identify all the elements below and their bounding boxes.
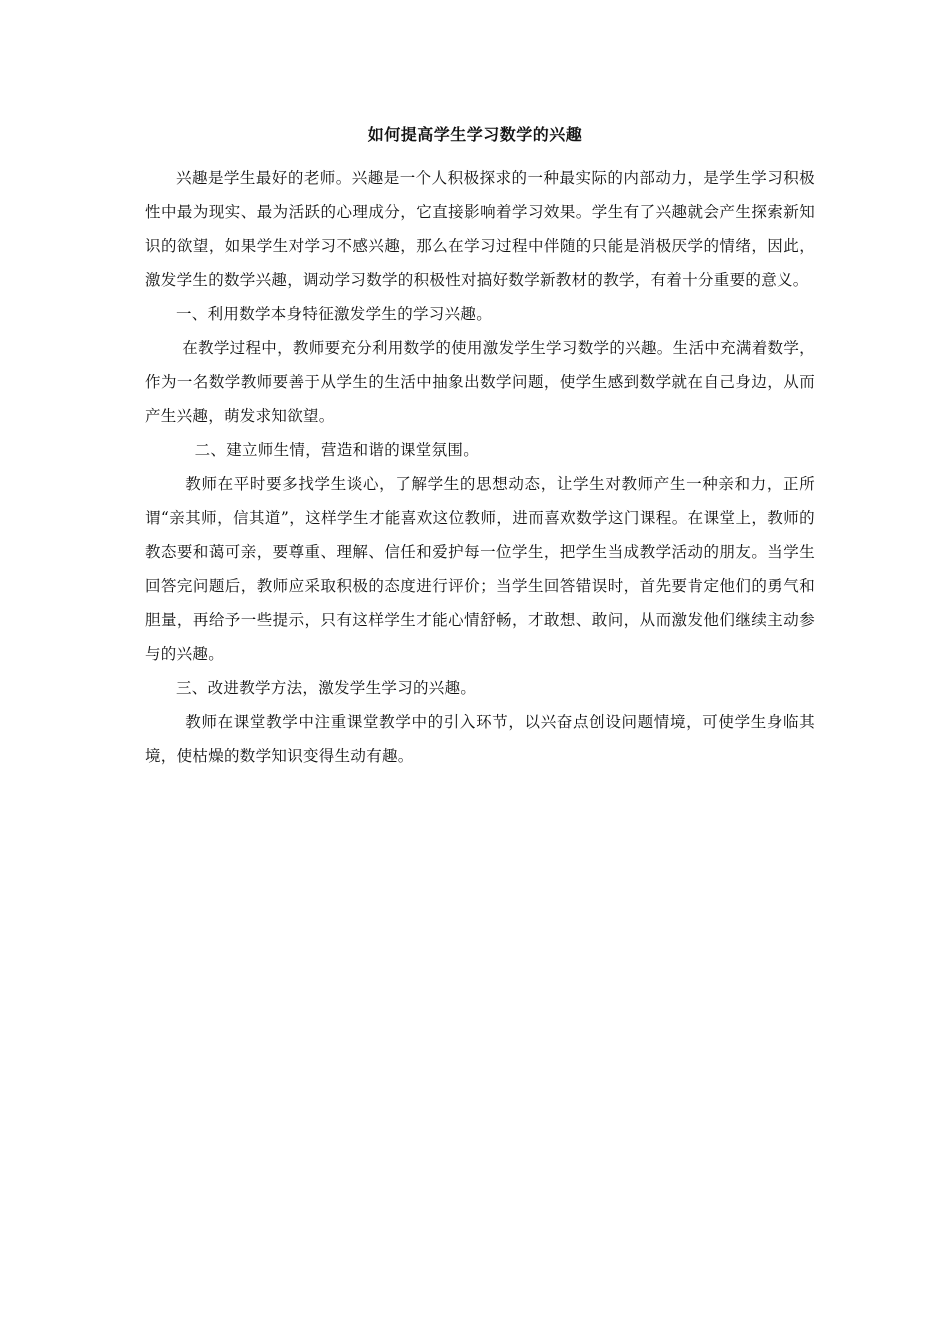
paragraph-section-3: 教师在课堂教学中注重课堂教学中的引入环节，以兴奋点创设问题情境，可使学生身临其境，使枯燥的数学知识变得生动有趣。 <box>145 713 815 765</box>
paragraph-section-1: 在教学过程中，教师要充分利用数学的使用激发学生学习数学的兴趣。生活中充满着数学，作为一名数学教师要善于从学生的生活中抽象出数学问题，使学生感到数学就在自己身边，从而产生兴趣，萌发求知欲望。 <box>145 339 815 425</box>
document-title: 如何提高学生学习数学的兴趣 <box>367 125 583 144</box>
paragraph-intro: 兴趣是学生最好的老师。兴趣是一个人积极探求的一种最实际的内部动力，是学生学习积极性中最为现实、最为活跃的心理成分，它直接影响着学习效果。学生有了兴趣就会产生探索新知识的欲望，如果学生对学习不感兴趣，那么在学习过程中伴随的只能是消极厌学的情绪，因此，激发学生的数学兴趣，调动学习数学的积极性对搞好数学新教材的教学，有着十分重要的意义。 <box>145 169 815 289</box>
section-heading-1: 一、利用数学本身特征激发学生的学习兴趣。 <box>176 305 493 323</box>
section-heading-3: 三、改进教学方法，激发学生学习的兴趣。 <box>176 679 477 697</box>
paragraph-section-2: 教师在平时要多找学生谈心，了解学生的思想动态，让学生对教师产生一种亲和力，正所谓“亲其师，信其道”，这样学生才能喜欢这位教师，进而喜欢数学这门课程。在课堂上，教师的教态要和蔼可亲，要尊重、理解、信任和爱护每一位学生，把学生当成教学活动的朋友。当学生回答完问题后，教师应采取积极的态度进行评价；当学生回答错误时，首先要肯定他们的勇气和胆量，再给予一些提示，只有这样学生才能心情舒畅，才敢想、敢问，从而激发他们继续主动参与的兴趣。 <box>145 475 815 663</box>
document-body <box>145 161 815 773</box>
section-heading-2: 二、建立师生情，营造和谐的课堂氛围。 <box>194 441 479 459</box>
